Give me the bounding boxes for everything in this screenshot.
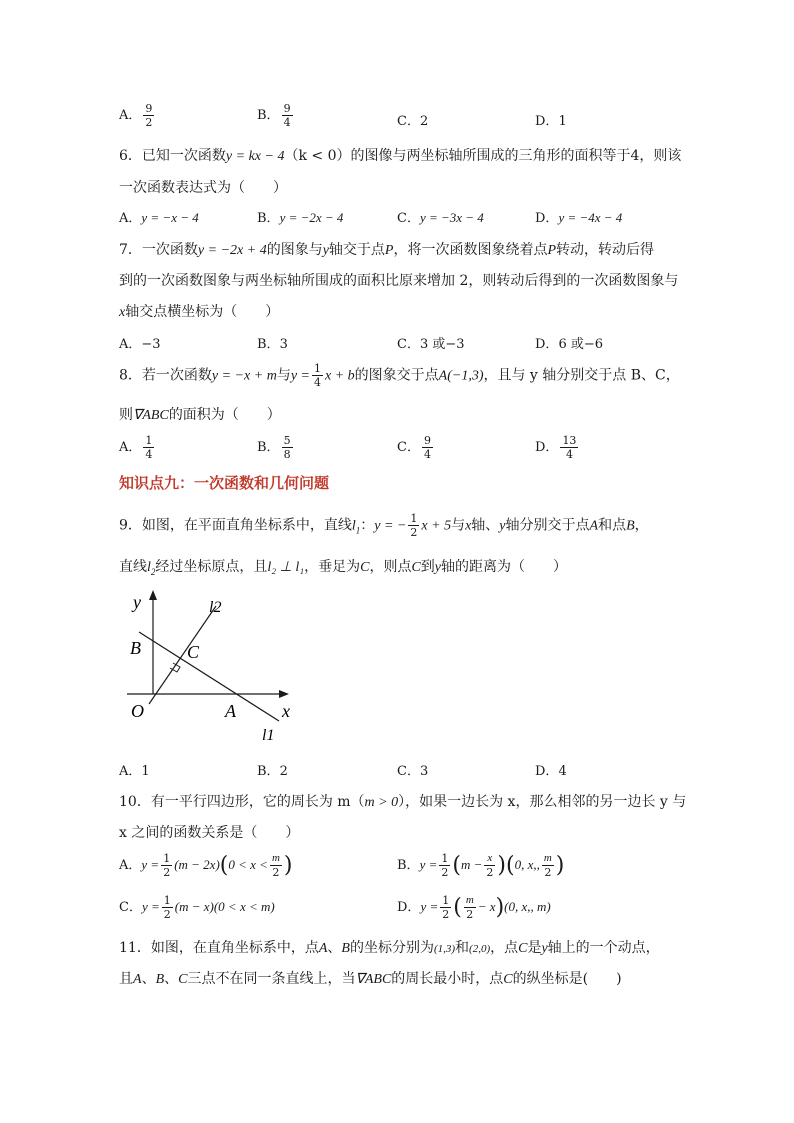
fraction: $\frac{1}{2}$ bbox=[163, 894, 171, 921]
q8-option-d[interactable]: D． $\frac{13}{4}$ bbox=[535, 434, 577, 461]
q6-stem-line2: 一次函数表达式为（ ） bbox=[119, 180, 287, 196]
l1-label: l1 bbox=[262, 727, 275, 744]
q9-figure bbox=[119, 586, 309, 746]
q7-option-d[interactable]: D．6 或−6 bbox=[535, 337, 604, 352]
fraction: $\frac{1}{4}$ bbox=[313, 362, 321, 389]
q7-option-b[interactable]: B．3 bbox=[257, 337, 288, 352]
q10-option-a[interactable]: A．y = $\frac{1}{2}$ (m − 2x)(0 < x < $\frac{m}{2}$ ) bbox=[119, 852, 293, 879]
q5-option-c[interactable]: C．2 bbox=[397, 114, 429, 129]
y-label: y bbox=[133, 592, 141, 612]
fraction: $\frac{9}{4}$ bbox=[283, 102, 291, 129]
q7-option-a[interactable]: A．−3 bbox=[119, 337, 161, 352]
fraction: $\frac{1}{2}$ bbox=[441, 852, 449, 879]
q9-stem-line2: 直线$l_2$经过坐标原点，且l₂ ⊥ l₁，垂足为C，则点C到y轴的距离为（ ） bbox=[119, 559, 568, 577]
fraction: $\frac{m}{2}$ bbox=[465, 894, 474, 921]
q9-option-c[interactable]: C．3 bbox=[397, 764, 429, 779]
q8-option-c[interactable]: C． $\frac{9}{4}$ bbox=[397, 434, 431, 461]
fraction: $\frac{1}{2}$ bbox=[410, 512, 418, 539]
C-label: C bbox=[187, 642, 200, 662]
x-label: x bbox=[282, 701, 290, 721]
fraction: $\frac{m}{2}$ bbox=[271, 852, 280, 879]
q10-stem-line2: x 之间的函数关系是（ ） bbox=[119, 825, 300, 841]
q8-option-a[interactable]: A． $\frac{1}{4}$ bbox=[119, 434, 153, 461]
fraction: $\frac{5}{8}$ bbox=[283, 434, 291, 461]
q6-option-c[interactable]: C．y = −3x − 4 bbox=[397, 210, 484, 226]
section-heading: 知识点九：一次函数和几何问题 bbox=[119, 474, 330, 492]
q5-option-a[interactable]: A． $\frac{9}{2}$ bbox=[119, 102, 153, 129]
q8-stem-line2: 则∇ABC的面积为（ ） bbox=[119, 407, 281, 423]
q9-stem-line1: 9．如图，在平面直角坐标系中，直线$l_1$：y = − $\frac{1}{2}$ x + 5与x轴、y轴分别交于点A和点B， bbox=[119, 512, 649, 539]
fraction: $\frac{1}{4}$ bbox=[145, 434, 153, 461]
q10-option-c[interactable]: C．y = $\frac{1}{2}$ (m − x)(0 < x < m) bbox=[119, 894, 275, 921]
B-label: B bbox=[130, 638, 141, 658]
q7-stem-line2: 到的一次函数图象与两坐标轴所围成的面积比原来增加 2，则转动后得到的一次函数图象与 bbox=[119, 273, 679, 289]
line-l2 bbox=[149, 606, 216, 704]
q6-option-b[interactable]: B．y = −2x − 4 bbox=[257, 210, 344, 226]
fraction: $\frac{1}{2}$ bbox=[442, 894, 450, 921]
q10-option-b[interactable]: B．y = $\frac{1}{2}$ (m − $\frac{x}{2}$ )(0, x,, $\frac{m}{2}$ ) bbox=[397, 852, 565, 879]
O-label: O bbox=[131, 701, 144, 721]
q9-option-b[interactable]: B．2 bbox=[257, 764, 288, 779]
q6-option-a[interactable]: A．y = −x − 4 bbox=[119, 210, 199, 226]
fraction: $\frac{9}{4}$ bbox=[423, 434, 431, 461]
q10-option-d[interactable]: D．y = $\frac{1}{2}$ ( $\frac{m}{2}$ − x)(0, x,, m) bbox=[397, 894, 551, 921]
y-axis-arrow bbox=[149, 590, 157, 600]
l2-label: l2 bbox=[209, 599, 222, 616]
q8-option-b[interactable]: B． $\frac{5}{8}$ bbox=[257, 434, 291, 461]
q5-option-b[interactable]: B． $\frac{9}{4}$ bbox=[257, 102, 291, 129]
q11-stem-line2: 且A、B、C三点不在同一条直线上，当∇ABC的周长最小时，点C的纵坐标是( ) bbox=[119, 971, 622, 987]
q6-option-d[interactable]: D．y = −4x − 4 bbox=[535, 210, 623, 226]
line-l1 bbox=[139, 632, 279, 721]
q7-stem-line1: 7．一次函数y = −2x + 4的图象与y轴交于点P，将一次函数图象绕着点P转动，转动后得 bbox=[119, 242, 655, 258]
q7-stem-line3: x轴交点横坐标为（ ） bbox=[119, 304, 280, 320]
fraction: $\frac{9}{2}$ bbox=[145, 102, 153, 129]
fraction: $\frac{m}{2}$ bbox=[543, 852, 552, 879]
x-axis-arrow bbox=[279, 690, 289, 698]
q9-option-d[interactable]: D．4 bbox=[535, 764, 567, 779]
q9-option-a[interactable]: A．1 bbox=[119, 764, 150, 779]
q5-option-d[interactable]: D．1 bbox=[535, 114, 567, 129]
A-label: A bbox=[225, 701, 236, 721]
q11-stem-line1: 11．如图，在直角坐标系中，点A、B的坐标分别为(1,3)和(2,0)，点C是y轴上的一个动点， bbox=[119, 940, 660, 956]
q10-stem-line1: 10．有一平行四边形，它的周长为 m（m > 0），如果一边长为 x，那么相邻的另一边长 y 与 bbox=[119, 794, 687, 810]
q8-stem-line1: 8．若一次函数y = −x + m与y = $\frac{1}{4}$ x + b的图象交于点A(−1,3)，且与 y 轴分别交于点 B、C， bbox=[119, 362, 680, 389]
q7-option-c[interactable]: C．3 或−3 bbox=[397, 337, 465, 352]
fraction: $\frac{x}{2}$ bbox=[486, 852, 494, 879]
fraction: $\frac{13}{4}$ bbox=[562, 434, 577, 461]
q6-stem-line1: 6．已知一次函数y = kx − 4（k < 0）的图像与两坐标轴所围成的三角形的面积等于4，则该 bbox=[119, 148, 682, 164]
fraction: $\frac{1}{2}$ bbox=[163, 852, 171, 879]
